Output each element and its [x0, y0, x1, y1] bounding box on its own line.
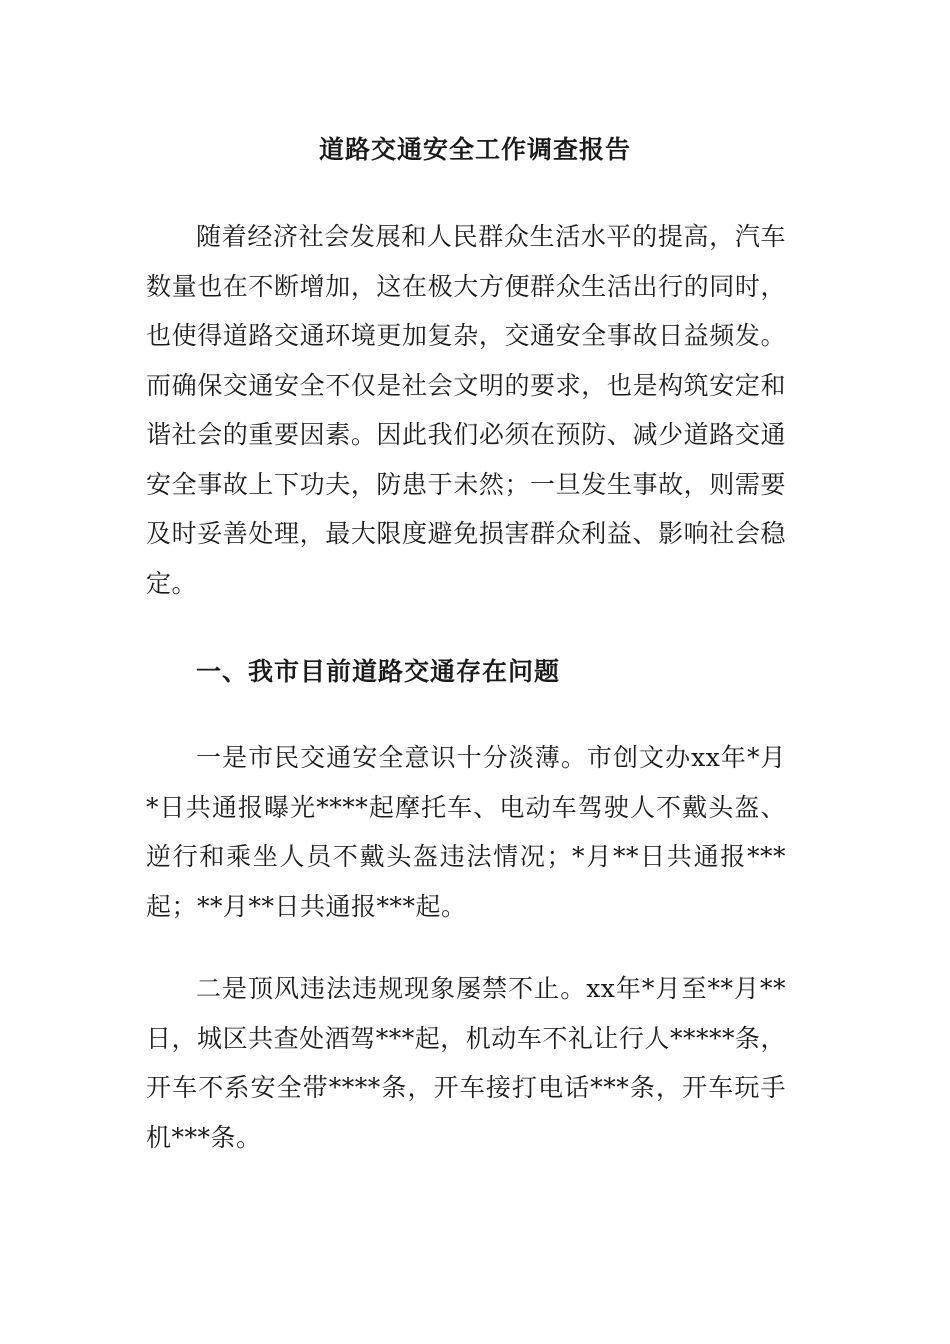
- intro-paragraph: 随着经济社会发展和人民群众生活水平的提高，汽车数量也在不断增加，这在极大方便群众生活出行的同时，也使得道路交通环境更加复杂，交通安全事故日益频发。而确保交通安全不仅是社会文明的要求，也是构筑安定和谐社会的重要因素。因此我们必须在预防、减少道路交通安全事故上下功夫，防患于未然；一旦发生事故，则需要及时妥善处理，最大限度避免损害群众利益、影响社会稳定。: [146, 222, 786, 598]
- paragraph-item: 一是市民交通安全意识十分淡薄。市创文办xx年*月*日共通报曝光****起摩托车、电动车驾驶人不戴头盔、逆行和乘坐人员不戴头盔违法情况；*月**日共通报***起；**月**日共通报***起。: [146, 743, 786, 921]
- document-title: 道路交通安全工作调查报告: [318, 135, 631, 164]
- section-heading: 一、我市目前道路交通存在问题: [196, 657, 561, 686]
- paragraph-item: 二是顶风违法违规现象屡禁不止。xx年*月至**月**日，城区共查处酒驾***起，机动车不礼让行人*****条，开车不系安全带****条，开车接打电话***条，开车玩手机***条。: [146, 974, 786, 1152]
